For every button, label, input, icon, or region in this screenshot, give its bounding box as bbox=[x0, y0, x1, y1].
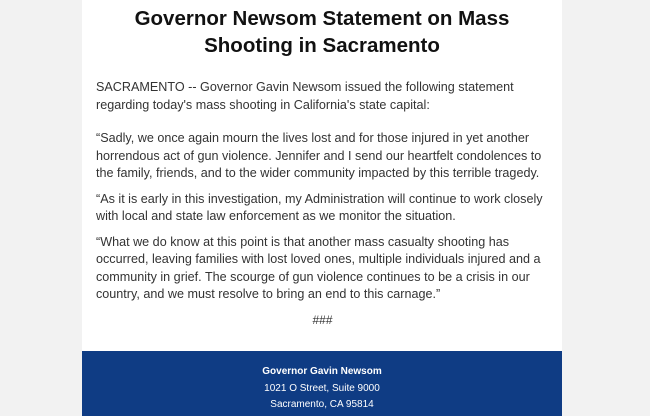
quote-paragraph-1: “Sadly, we once again mourn the lives lost and for those injured in yet another horrendous act of gun violence. Jennifer and I send our heartfelt condolences to the family, friends, and to the wider community impacted by this terrible tragedy. bbox=[96, 131, 542, 180]
quote-paragraph-3: “What we do know at this point is that another mass casualty shooting has occurred, leaving families with lost loved ones, multiple individuals injured and a community in grief. The scourge of gun violence continues to be a crisis in our country, and we must resolve to bring an end to this carnage.” bbox=[96, 234, 541, 301]
statement-body bbox=[82, 79, 562, 329]
quote-paragraph-2: “As it is early in this investigation, my Administration will continue to work closely with local and state law enforcement as we monitor the situation. bbox=[96, 191, 543, 223]
footer-name: Governor Gavin Newsom bbox=[262, 366, 382, 377]
footer-address-line2: Sacramento, CA 95814 bbox=[270, 399, 374, 410]
footer bbox=[82, 351, 562, 416]
headline: Governor Newsom Statement on Mass Shooting in Sacramento bbox=[134, 7, 510, 57]
end-mark: ### bbox=[312, 312, 333, 327]
footer-address-line1: 1021 O Street, Suite 9000 bbox=[264, 382, 380, 394]
intro-paragraph: SACRAMENTO -- Governor Gavin Newsom issued the following statement regarding today's mass shooting in California's state capital: bbox=[96, 80, 514, 112]
email-container bbox=[82, 0, 562, 416]
